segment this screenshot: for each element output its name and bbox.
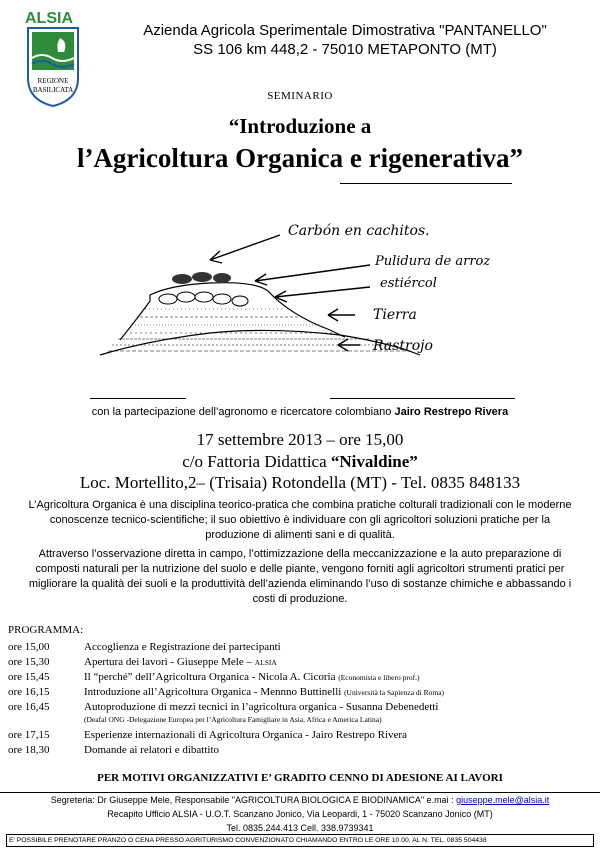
sketch-label-carbon: Carbón en cachitos. bbox=[288, 223, 430, 239]
speaker-name: Jairo Restrepo Rivera bbox=[394, 406, 509, 418]
title-line-2: l’Agricoltura Organica e rigenerativa” bbox=[76, 143, 524, 173]
programme-time: ore 16,15 bbox=[8, 686, 50, 698]
programme-item bbox=[8, 685, 598, 700]
programme-item bbox=[8, 728, 598, 743]
sketch-label-rastrojo: Rastrojo bbox=[373, 338, 433, 354]
programme-time: ore 18,30 bbox=[8, 744, 50, 756]
programme-time: ore 17,15 bbox=[8, 729, 50, 741]
footer-secretariat bbox=[0, 795, 600, 805]
programme-item bbox=[8, 743, 598, 758]
footer-address: Recapito Ufficio ALSIA - U.O.T. Scanzano Jonico, Via Leopardi, 1 - 75020 Scanzano Jonico (MT) bbox=[107, 809, 493, 819]
title-line-1: “Introduzione a bbox=[228, 114, 372, 138]
organization-address: SS 106 km 448,2 - 75010 METAPONTO (MT) bbox=[193, 41, 497, 58]
programme-activity: Il “perché” dell’Agricoltura Organica - Nicola A. Cicoria bbox=[84, 671, 336, 683]
secretariat-text: Segreteria: Dr Giuseppe Mele, Responsabile "AGRICOLTURA BIOLOGICA E BIODINAMICA" e.mai : bbox=[50, 795, 454, 805]
logo-region-line2: BASILICATA bbox=[32, 86, 74, 94]
event-datetime: 17 settembre 2013 – ore 15,00 bbox=[196, 430, 404, 449]
venue-prefix: c/o Fattoria Didattica bbox=[182, 452, 327, 471]
programme-item bbox=[8, 700, 598, 728]
programme-note: (Università la Sapienza di Roma) bbox=[344, 688, 445, 697]
footer-phones: Tel. 0835.244.413 Cell. 338.9739341 bbox=[226, 823, 374, 833]
programme-activity: Domande ai relatori e dibattito bbox=[84, 744, 220, 756]
speaker-intro bbox=[0, 406, 600, 418]
programme-item bbox=[8, 640, 598, 655]
title-underline bbox=[340, 183, 512, 184]
logo-region-line1: REGIONE bbox=[37, 77, 69, 85]
programme-subnote: (Deafal ONG -Delegazione Europea per l’Agricoltura Famigliare in Asia, Africa e America Latina) bbox=[84, 715, 382, 724]
programme-item bbox=[8, 670, 598, 685]
programme-heading: PROGRAMMA: bbox=[8, 624, 84, 636]
programme-activity: Accoglienza e Registrazione dei partecipanti bbox=[84, 641, 281, 653]
seminar-label: SEMINARIO bbox=[267, 90, 333, 102]
event-location: Loc. Mortellito,2– (Trisaia) Rotondella (MT) - Tel. 0835 848133 bbox=[79, 473, 521, 492]
programme-time: ore 15,00 bbox=[8, 641, 50, 653]
event-venue bbox=[0, 452, 600, 472]
speaker-intro-text: con la partecipazione dell’agronomo e ricercatore colombiano bbox=[91, 406, 392, 418]
programme-list bbox=[8, 640, 598, 758]
programme-time: ore 15,45 bbox=[8, 671, 50, 683]
organization-name: Azienda Agricola Sperimentale Dimostrativa "PANTANELLO" bbox=[143, 22, 547, 39]
sketch-rule-left bbox=[90, 398, 186, 399]
sketch-rule-right bbox=[330, 398, 515, 399]
programme-item bbox=[8, 655, 598, 670]
sketch-label-pulidura: Pulidura de arroz bbox=[375, 254, 491, 269]
booking-note: E' POSSIBILE PRENOTARE PRANZO O CENA PRESSO AGRITURISMO CONVENZIONATO CHIAMANDO ENTRO LE ORE 10.00, AL N. TEL. 0835 504438 bbox=[6, 834, 594, 847]
footer-divider bbox=[0, 792, 600, 793]
sketch-label-estiercol: estiércol bbox=[380, 276, 437, 291]
programme-activity: Autoproduzione di mezzi tecnici in l’agricoltura organica - Susanna Debenedetti bbox=[84, 701, 439, 713]
programme-time: ore 15,30 bbox=[8, 656, 50, 668]
programme-time: ore 16,45 bbox=[8, 701, 50, 713]
venue-name: “Nivaldine” bbox=[330, 452, 418, 471]
programme-activity: Esperienze internazionali di Agricoltura Organica - Jairo Restrepo Rivera bbox=[84, 729, 407, 741]
programme-activity: Apertura dei lavori - Giuseppe Mele – bbox=[84, 656, 252, 668]
description-paragraph-1: L’Agricoltura Organica è una disciplina teorico-pratica che combina pratiche colturali tradizionali con le moderne conoscenze tecnico-scientifiche; il suo obiettivo è individuare con gli agricoltori soluzioni pratiche per la produzione di alimenti sani e di qualità. bbox=[28, 499, 572, 541]
programme-activity: Introduzione all’Agricoltura Organica - Mennno Buttinelli bbox=[84, 686, 342, 698]
sketch-label-tierra: Tierra bbox=[373, 307, 417, 323]
logo-text: ALSIA bbox=[25, 10, 73, 27]
compost-pile-sketch bbox=[90, 205, 530, 380]
registration-notice: PER MOTIVI ORGANIZZATIVI E’ GRADITO CENNO DI ADESIONE AI LAVORI bbox=[97, 772, 503, 784]
description-paragraph-2: Attraverso l’osservazione diretta in campo, l’ottimizzazione della meccanizzazione e la auto preparazione di composti naturali per la nutrizione del suolo e delle piante, vengono forniti agli agricoltori strumenti pratici per migliorare la qualità dei suoli e la produttività dell’azienda eliminando l’uso di sostanze chimiche e abbassando i costi di produzione. bbox=[28, 548, 572, 605]
email-link[interactable]: giuseppe.mele@alsia.it bbox=[456, 795, 550, 805]
programme-note: (Economista e libero prof.) bbox=[338, 673, 420, 682]
programme-note: ALSIA bbox=[254, 658, 277, 667]
